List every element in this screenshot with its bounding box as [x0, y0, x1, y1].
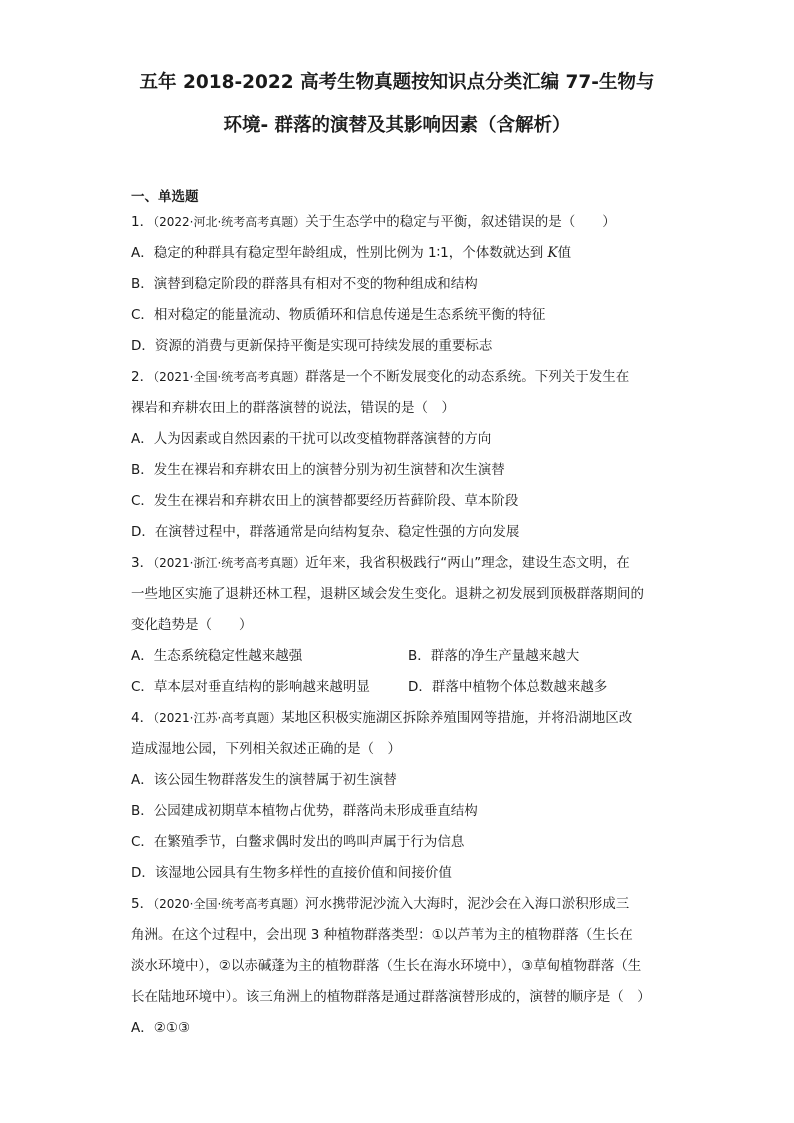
question-number: 1． [131, 214, 154, 230]
question-3-option-d: D．群落中植物个体总数越来越多 [408, 679, 608, 695]
question-source: （2021·浙江·统考高考真题） [153, 556, 306, 570]
question-4-option-b: B．公园建成初期草本植物占优势，群落尚未形成垂直结构 [131, 803, 478, 819]
question-text: 某地区积极实施湖区拆除养殖围网等措施，并将沿湖地区改 [281, 710, 633, 726]
question-4-stem-cont: 造成湿地公园，下列相关叙述正确的是（ ） [131, 741, 401, 757]
question-1-stem [131, 212, 616, 232]
question-1-option-b: B．演替到稳定阶段的群落具有相对不变的物种组成和结构 [131, 276, 478, 292]
question-source: （2020·全国·统考高考真题） [153, 897, 306, 911]
question-2-stem-cont: 裸岩和弃耕农田上的群落演替的说法，错误的是（ ） [131, 400, 455, 416]
question-2-option-b: B．发生在裸岩和弃耕农田上的演替分别为初生演替和次生演替 [131, 462, 505, 478]
question-text: 关于生态学中的稳定与平衡，叙述错误的是（ ） [305, 214, 616, 230]
question-text: 近年来，我省积极践行“两山”理念，建设生态文明，在 [305, 555, 630, 571]
question-3-stem-cont-1: 一些地区实施了退耕还林工程，退耕区域会发生变化。退耕之初发展到顶极群落期间的 [131, 586, 644, 602]
question-text: 河水携带泥沙流入大海时，泥沙会在入海口淤积形成三 [305, 896, 630, 912]
option-text-tail: 值 [557, 245, 572, 261]
question-source: （2022·河北·统考高考真题） [153, 215, 306, 229]
doc-title-line-2: 环境- 群落的演替及其影响因素（含解析） [223, 115, 571, 136]
question-1-option-c: C．相对稳定的能量流动、物质循环和信息传递是生态系统平衡的特征 [131, 307, 546, 323]
question-number: 2． [131, 369, 154, 385]
question-5-option-a: A．②①③ [131, 1020, 191, 1036]
question-number: 4． [131, 710, 154, 726]
question-5-stem-cont-1: 角洲。在这个过程中，会出现 3 种植物群落类型：①以芦苇为主的植物群落（生长在 [131, 927, 633, 943]
question-2-option-d: D．在演替过程中，群落通常是向结构复杂、稳定性强的方向发展 [131, 524, 520, 540]
question-3-option-a: A．生态系统稳定性越来越强 [131, 648, 303, 664]
k-symbol: K [547, 245, 558, 261]
option-text: A．稳定的种群具有稳定型年龄组成，性别比例为 1∶1，个体数就达到 [131, 245, 548, 261]
question-3-option-c: C．草本层对垂直结构的影响越来越明显 [131, 679, 370, 695]
question-4-stem [131, 708, 632, 728]
question-2-option-c: C．发生在裸岩和弃耕农田上的演替都要经历苔藓阶段、草本阶段 [131, 493, 519, 509]
question-2-option-a: A．人为因素或自然因素的干扰可以改变植物群落演替的方向 [131, 431, 492, 447]
question-3-stem [131, 553, 630, 573]
question-number: 5． [131, 896, 154, 912]
question-5-stem-cont-2: 淡水环境中），②以赤碱蓬为主的植物群落（生长在海水环境中），③草甸植物群落（生 [131, 958, 642, 974]
question-number: 3． [131, 555, 154, 571]
question-2-stem [131, 367, 629, 387]
question-source: （2021·全国·统考高考真题） [153, 370, 306, 384]
question-1-option-a [131, 243, 571, 263]
doc-title-line-1: 五年 2018-2022 高考生物真题按知识点分类汇编 77-生物与 [139, 72, 655, 93]
question-3-option-b: B．群落的净生产量越来越大 [408, 648, 580, 664]
question-1-option-d: D．资源的消费与更新保持平衡是实现可持续发展的重要标志 [131, 338, 493, 354]
section-heading: 一、单选题 [131, 189, 199, 205]
question-4-option-d: D．该湿地公园具有生物多样性的直接价值和间接价值 [131, 865, 452, 881]
question-5-stem-cont-3: 长在陆地环境中）。该三角洲上的植物群落是通过群落演替形成的，演替的顺序是（ ） [131, 989, 651, 1005]
question-3-stem-cont-2: 变化趋势是（ ） [131, 617, 253, 633]
question-5-stem [131, 894, 629, 914]
question-4-option-c: C．在繁殖季节，白鳖求偶时发出的鸣叫声属于行为信息 [131, 834, 465, 850]
question-text: 群落是一个不断发展变化的动态系统。下列关于发生在 [305, 369, 630, 385]
question-source: （2021·江苏·高考真题） [153, 711, 282, 725]
question-4-option-a: A．该公园生物群落发生的演替属于初生演替 [131, 772, 397, 788]
